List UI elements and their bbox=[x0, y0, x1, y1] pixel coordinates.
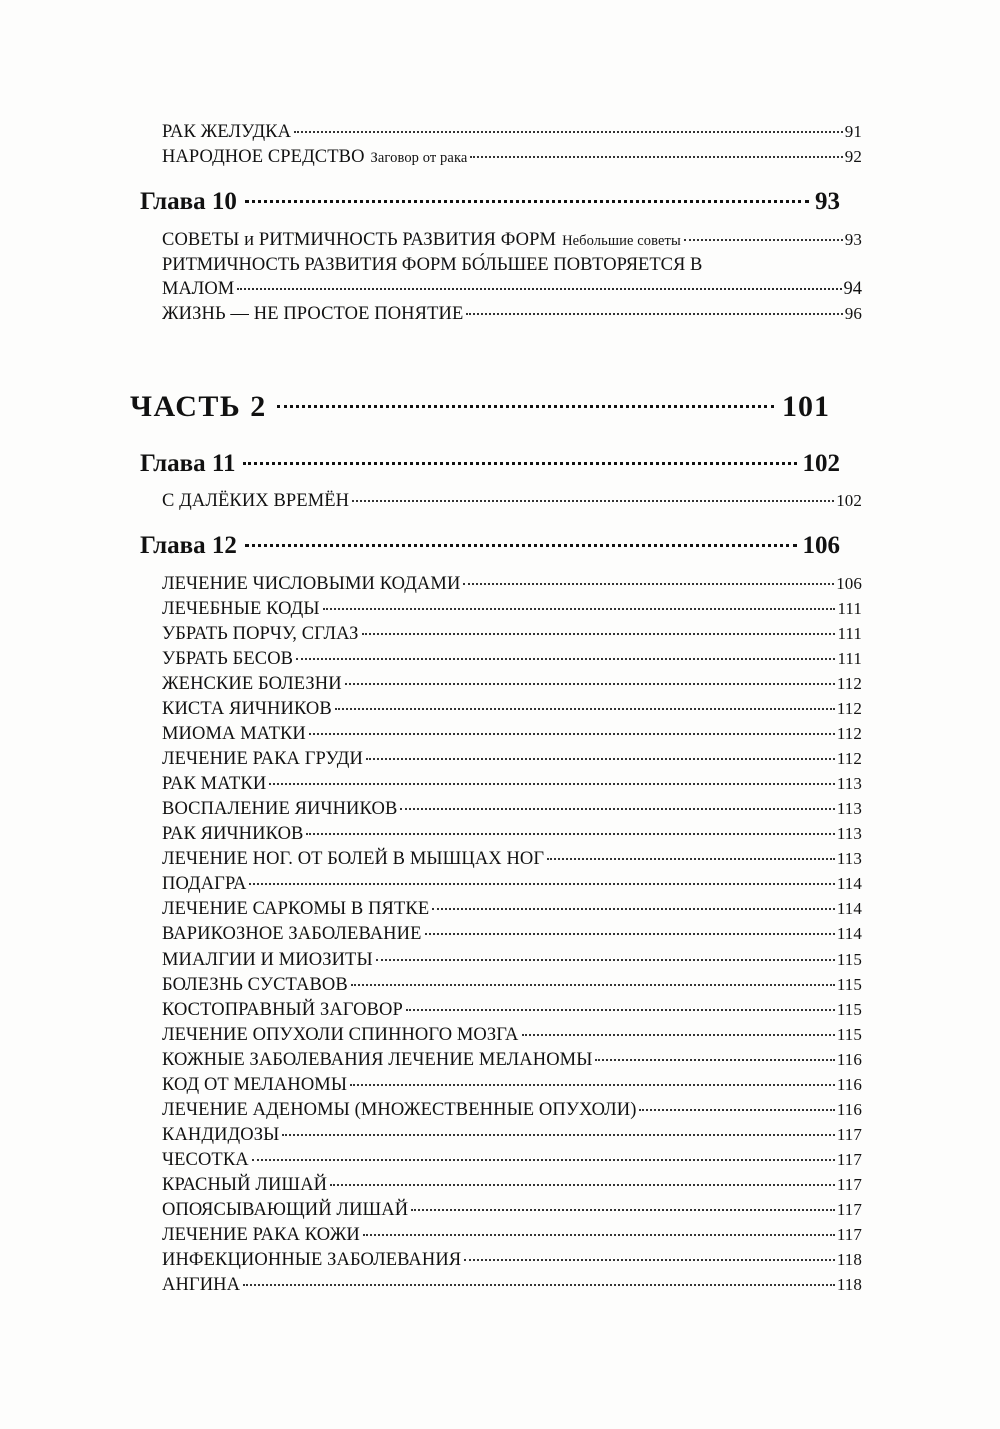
dot-leader bbox=[330, 1184, 835, 1186]
dot-leader bbox=[237, 288, 841, 290]
dot-leader bbox=[345, 683, 835, 685]
toc-entry-row[interactable] bbox=[128, 672, 862, 696]
dot-leader bbox=[350, 1084, 835, 1086]
spacer bbox=[128, 327, 828, 341]
toc-page-number: 102 bbox=[836, 491, 862, 511]
toc-entry-label: ОПОЯСЫВАЮЩИЙ ЛИШАЙ bbox=[162, 1200, 409, 1220]
toc-page-number: 111 bbox=[837, 648, 862, 668]
toc-entry-row[interactable] bbox=[128, 948, 862, 972]
toc-entry-row[interactable] bbox=[128, 1198, 862, 1222]
dot-leader bbox=[252, 1159, 835, 1161]
toc-page-number: 112 bbox=[836, 749, 862, 769]
toc-page-number: 112 bbox=[836, 674, 862, 694]
dot-leader bbox=[362, 633, 836, 635]
toc-entry-row[interactable] bbox=[128, 1223, 862, 1247]
toc-entry-row[interactable] bbox=[128, 1248, 862, 1272]
toc-page-number: 101 bbox=[782, 389, 830, 423]
dot-leader bbox=[639, 1109, 834, 1111]
toc-entry-row[interactable] bbox=[128, 872, 862, 896]
toc-page-number: 112 bbox=[836, 699, 862, 719]
dot-leader bbox=[309, 733, 835, 735]
toc-entry-label: КОД ОТ МЕЛАНОМЫ bbox=[162, 1074, 348, 1095]
toc-entry-label: ЛЕЧЕНИЕ НОГ. ОТ БОЛЕЙ В МЫШЦАХ НОГ bbox=[162, 849, 545, 870]
dot-leader bbox=[243, 1284, 835, 1286]
toc-entry-label: УБРАТЬ БЕСОВ bbox=[162, 648, 294, 669]
toc-entry-label: КИСТА ЯИЧНИКОВ bbox=[162, 699, 332, 720]
toc-page-number: 115 bbox=[836, 949, 862, 969]
dot-leader bbox=[406, 1009, 835, 1011]
dot-leader bbox=[323, 608, 836, 610]
toc-chapter-label: Глава 12 bbox=[140, 532, 237, 560]
dot-leader bbox=[400, 808, 834, 810]
toc-page-number: 111 bbox=[837, 623, 862, 643]
toc-entry-row[interactable] bbox=[128, 922, 862, 946]
toc-entry-row[interactable] bbox=[128, 622, 862, 646]
dot-leader bbox=[245, 200, 809, 203]
dot-leader bbox=[522, 1034, 835, 1036]
toc-entry-label: ЖЕНСКИЕ БОЛЕЗНИ bbox=[162, 674, 342, 695]
toc-entry-row[interactable] bbox=[128, 847, 862, 871]
toc-page-number: 106 bbox=[836, 573, 862, 593]
toc-page-number: 96 bbox=[844, 303, 862, 323]
toc-entry-label: КОЖНЫЕ ЗАБОЛЕВАНИЯ ЛЕЧЕНИЕ МЕЛАНОМЫ bbox=[162, 1049, 593, 1070]
dot-leader bbox=[306, 833, 834, 835]
toc-page-number: 114 bbox=[836, 924, 862, 944]
toc-entry-label: ЛЕЧЕНИЕ АДЕНОМЫ (МНОЖЕСТВЕННЫЕ ОПУХОЛИ) bbox=[162, 1099, 637, 1120]
toc-page-number: 116 bbox=[836, 1049, 862, 1069]
toc-chapter-label: Глава 10 bbox=[140, 188, 237, 216]
toc-entry-label: СОВЕТЫ и РИТМИЧНОСТЬ РАЗВИТИЯ ФОРМ bbox=[162, 229, 557, 250]
toc-page-number: 102 bbox=[802, 449, 840, 477]
toc-entry-label: КАНДИДОЗЫ bbox=[162, 1124, 280, 1145]
toc-page-number: 115 bbox=[836, 974, 862, 994]
toc-entry-label: ЛЕЧЕНИЕ РАКА ГРУДИ bbox=[162, 749, 363, 770]
toc-page-number: 117 bbox=[836, 1149, 862, 1169]
toc-entry-label: ЛЕЧЕНИЕ САРКОМЫ В ПЯТКЕ bbox=[162, 899, 430, 920]
toc-entry-label: ВАРИКОЗНОЕ ЗАБОЛЕВАНИЕ bbox=[162, 924, 422, 945]
toc-entry-label: ЛЕЧЕНИЕ РАКА КОЖИ bbox=[162, 1225, 360, 1246]
toc-part-label: ЧАСТЬ 2 bbox=[130, 389, 267, 423]
toc-entry-label: ЧЕСОТКА bbox=[162, 1149, 249, 1170]
toc-entry-label: РАК ЯИЧНИКОВ bbox=[162, 824, 304, 845]
toc-entry-row[interactable] bbox=[128, 1273, 862, 1297]
toc-entry-continuation bbox=[162, 277, 862, 301]
dot-leader bbox=[351, 984, 835, 986]
toc-entry-row[interactable] bbox=[128, 998, 862, 1022]
dot-leader bbox=[432, 908, 835, 910]
toc-entry-row[interactable] bbox=[128, 722, 862, 746]
toc-page-number: 93 bbox=[844, 229, 862, 249]
toc-chapter-row[interactable] bbox=[128, 530, 840, 563]
toc-entry-label: РИТМИЧНОСТЬ РАЗВИТИЯ ФОРМ БО́ЛЬШЕЕ ПОВТОРЯЕТСЯ В bbox=[162, 254, 703, 275]
dot-leader bbox=[363, 1234, 835, 1236]
dot-leader bbox=[470, 156, 842, 158]
toc-page-number: 117 bbox=[836, 1200, 862, 1219]
toc-entry-subtitle: Небольшие советы bbox=[562, 232, 681, 249]
toc-entry-label: АНГИНА bbox=[162, 1275, 241, 1296]
toc-entry-row[interactable] bbox=[128, 120, 862, 144]
toc-entry-row[interactable] bbox=[128, 1123, 862, 1147]
toc-entry-row[interactable] bbox=[128, 1148, 862, 1172]
toc-page-number: 118 bbox=[836, 1250, 862, 1270]
toc-entry-label: ПОДАГРА bbox=[162, 874, 247, 895]
toc-page-number: 117 bbox=[836, 1124, 862, 1144]
toc-page-number: 115 bbox=[836, 999, 862, 1019]
toc-entry-row[interactable] bbox=[128, 822, 862, 846]
toc-entry-subtitle: Заговор от рака bbox=[370, 150, 468, 167]
dot-leader bbox=[376, 959, 835, 961]
table-of-contents bbox=[128, 120, 862, 1298]
dot-leader bbox=[249, 883, 834, 885]
toc-page-number: 92 bbox=[844, 147, 862, 167]
toc-page-number: 91 bbox=[844, 122, 862, 141]
toc-entry-row[interactable] bbox=[128, 1073, 862, 1097]
toc-page-number: 116 bbox=[836, 1074, 862, 1094]
toc-entry-row[interactable] bbox=[128, 302, 862, 326]
toc-entry-label-continued: МАЛОМ bbox=[162, 278, 235, 299]
toc-page-number: 114 bbox=[836, 874, 862, 894]
toc-page-number: 94 bbox=[843, 278, 862, 299]
toc-entry-label: ВОСПАЛЕНИЕ ЯИЧНИКОВ bbox=[162, 799, 398, 820]
toc-entry-label: МИОМА МАТКИ bbox=[162, 724, 306, 745]
toc-entry-row[interactable] bbox=[128, 973, 862, 997]
dot-leader bbox=[245, 544, 797, 547]
toc-entry-label: ЛЕЧЕНИЕ ОПУХОЛИ СПИННОГО МОЗГА bbox=[162, 1024, 519, 1045]
toc-entry-row[interactable] bbox=[128, 253, 862, 301]
dot-leader bbox=[547, 858, 835, 860]
dot-leader bbox=[294, 131, 843, 133]
toc-entry-label: ИНФЕКЦИОННЫЕ ЗАБОЛЕВАНИЯ bbox=[162, 1250, 462, 1271]
dot-leader bbox=[425, 933, 835, 935]
dot-leader bbox=[411, 1209, 835, 1211]
toc-entry-row[interactable] bbox=[128, 228, 862, 252]
toc-entry-label: ЛЕЧЕБНЫЕ КОДЫ bbox=[162, 598, 320, 619]
toc-entry-label: РАК МАТКИ bbox=[162, 774, 267, 795]
dot-leader bbox=[296, 658, 835, 660]
dot-leader bbox=[352, 500, 834, 502]
dot-leader bbox=[366, 758, 835, 760]
toc-page-number: 106 bbox=[802, 532, 840, 560]
toc-page-number: 111 bbox=[837, 598, 862, 618]
toc-part-row[interactable] bbox=[128, 387, 830, 426]
toc-entry-label: БОЛЕЗНЬ СУСТАВОВ bbox=[162, 974, 348, 995]
dot-leader bbox=[269, 783, 834, 785]
dot-leader bbox=[282, 1134, 835, 1136]
dot-leader bbox=[463, 583, 834, 585]
dot-leader bbox=[335, 708, 835, 710]
toc-entry-row[interactable] bbox=[128, 1048, 862, 1072]
toc-chapter-row[interactable] bbox=[128, 186, 840, 219]
toc-page-number: 118 bbox=[836, 1275, 862, 1295]
toc-entry-row[interactable] bbox=[128, 597, 862, 621]
toc-entry-row[interactable] bbox=[128, 647, 862, 671]
toc-entry-row[interactable] bbox=[128, 1098, 862, 1122]
toc-page-number: 93 bbox=[815, 188, 840, 216]
toc-entry-row[interactable] bbox=[128, 572, 862, 596]
toc-entry-row[interactable] bbox=[128, 697, 862, 721]
toc-entry-label: ЛЕЧЕНИЕ ЧИСЛОВЫМИ КОДАМИ bbox=[162, 573, 461, 594]
toc-page-number: 117 bbox=[836, 1225, 862, 1245]
toc-entry-label: МИАЛГИИ И МИОЗИТЫ bbox=[162, 949, 373, 970]
toc-entry-label: КОСТОПРАВНЫЙ ЗАГОВОР bbox=[162, 999, 403, 1020]
toc-page-number: 116 bbox=[836, 1099, 862, 1119]
toc-page-number: 114 bbox=[836, 899, 862, 919]
toc-entry-label: РАК ЖЕЛУДКА bbox=[162, 122, 292, 142]
toc-page-number: 112 bbox=[836, 724, 862, 744]
toc-entry-label: С ДАЛЁКИХ ВРЕМЁН bbox=[162, 491, 350, 512]
dot-leader bbox=[243, 462, 796, 465]
toc-page-number: 115 bbox=[836, 1024, 862, 1044]
toc-entry-row[interactable] bbox=[128, 1173, 862, 1197]
toc-page-number: 113 bbox=[836, 824, 862, 844]
toc-entry-row[interactable] bbox=[128, 1023, 862, 1047]
toc-entry-row[interactable] bbox=[128, 145, 862, 169]
dot-leader bbox=[684, 239, 843, 241]
toc-entry-label: ЖИЗНЬ — НЕ ПРОСТОЕ ПОНЯТИЕ bbox=[162, 303, 464, 324]
toc-entry-label: УБРАТЬ ПОРЧУ, СГЛАЗ bbox=[162, 623, 359, 644]
toc-page-number: 113 bbox=[836, 849, 862, 869]
dot-leader bbox=[464, 1259, 835, 1261]
toc-entry-label: НАРОДНОЕ СРЕДСТВО bbox=[162, 147, 365, 168]
toc-chapter-row[interactable] bbox=[128, 448, 840, 481]
toc-entry-row[interactable] bbox=[128, 747, 862, 771]
toc-entry-row[interactable] bbox=[128, 772, 862, 796]
toc-chapter-label: Глава 11 bbox=[140, 449, 236, 477]
toc-page-number: 113 bbox=[836, 774, 862, 794]
toc-entry-row[interactable] bbox=[128, 489, 862, 513]
dot-leader bbox=[277, 405, 774, 408]
toc-entry-row[interactable] bbox=[128, 797, 862, 821]
toc-page-number: 117 bbox=[836, 1174, 862, 1194]
toc-page-number: 113 bbox=[836, 799, 862, 819]
toc-entry-label: КРАСНЫЙ ЛИШАЙ bbox=[162, 1174, 328, 1195]
dot-leader bbox=[595, 1059, 834, 1061]
toc-entry-row[interactable] bbox=[128, 897, 862, 921]
dot-leader bbox=[466, 313, 842, 315]
